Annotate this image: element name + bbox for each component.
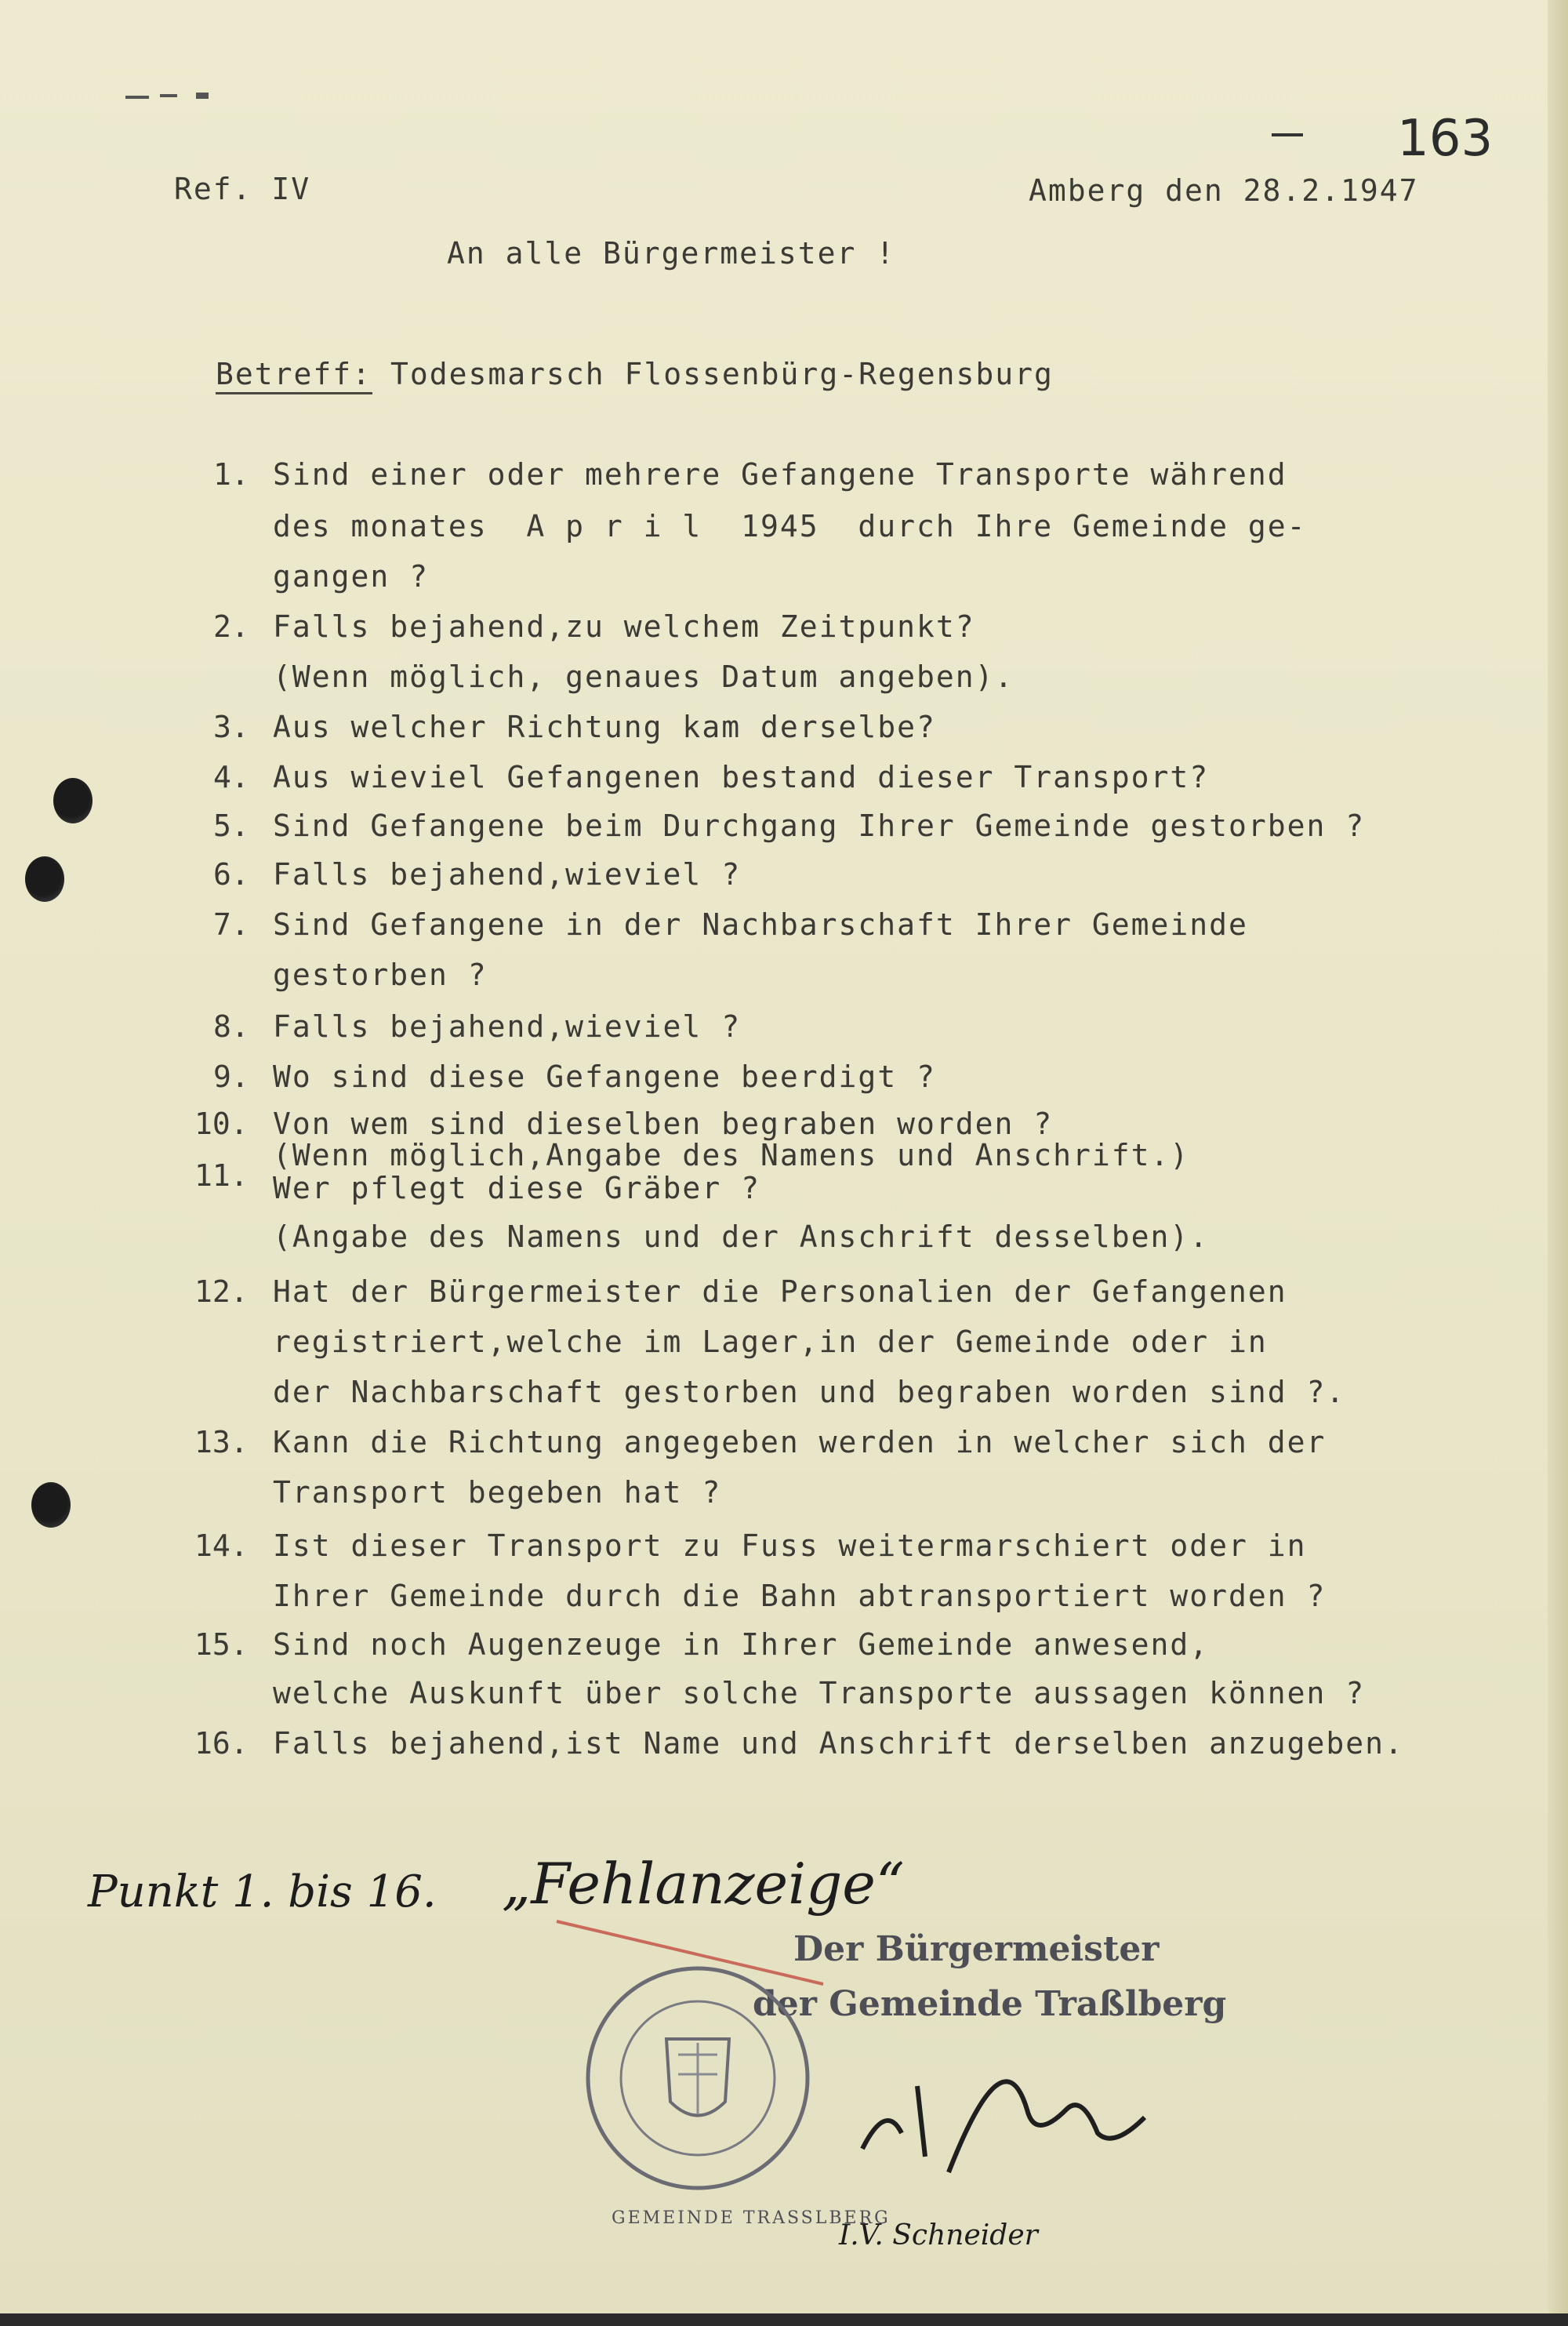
question-line: Aus welcher Richtung kam derselbe? [273,710,936,744]
question-line: (Angabe des Namens und der Anschrift desselben). [273,1219,1210,1254]
subject-underline [216,392,372,394]
question-line: registriert,welche im Lager,in der Gemeinde oder in [273,1325,1268,1359]
question-number: 4. [213,760,249,794]
question-line: (Wenn möglich,Angabe des Namens und Anschrift.) [273,1138,1190,1172]
place-date: Amberg den 28.2.1947 [1029,173,1419,208]
pencil-mark [125,93,220,104]
question-number: 16. [194,1726,249,1761]
scan-border [0,2313,1568,2326]
folio-mark [1272,133,1303,136]
question-line: Von wem sind dieselben begraben worden ? [273,1107,1054,1141]
question-number: 11. [194,1158,249,1193]
question-line: Hat der Bürgermeister die Personalien der Gefangenen [273,1274,1287,1309]
stamp-line-mayor: Der Bürgermeister [793,1929,1160,1969]
reference: Ref. IV [174,172,311,206]
punch-hole [25,856,64,902]
subject-text: Todesmarsch Flossenbürg-Regensburg [390,357,1054,391]
seal-text: GEMEINDE TRASSLBERG [612,2208,891,2228]
question-line: Sind einer oder mehrere Gefangene Transporte während [273,457,1287,492]
question-number: 7. [213,907,249,942]
question-number: 1. [213,457,249,492]
question-line: gangen ? [273,559,430,594]
question-line: Wo sind diese Gefangene beerdigt ? [273,1059,936,1094]
question-line: Wer pflegt diese Gräber ? [273,1171,760,1205]
question-number: 5. [213,809,249,843]
question-number: 12. [194,1274,249,1309]
signature-stroke [831,2015,1176,2204]
question-number: 2. [213,609,249,644]
question-number: 6. [213,857,249,892]
question-line: Falls bejahend,wieviel ? [273,857,742,892]
question-number: 15. [194,1627,249,1662]
question-line: Kann die Richtung angegeben werden in welcher sich der [273,1425,1327,1459]
question-line: Sind noch Augenzeuge in Ihrer Gemeinde anwesend, [273,1627,1210,1662]
question-line: Falls bejahend,wieviel ? [273,1009,742,1044]
question-line: gestorben ? [273,958,488,992]
punch-hole [31,1482,71,1528]
question-line: Ist dieser Transport zu Fuss weitermarschiert oder in [273,1528,1307,1563]
question-line: Sind Gefangene beim Durchgang Ihrer Gemeinde gestorben ? [273,809,1366,843]
question-line: Ihrer Gemeinde durch die Bahn abtransportiert worden ? [273,1579,1327,1613]
paper-edge [1548,0,1568,2326]
question-line: Transport begeben hat ? [273,1475,722,1510]
question-line: Falls bejahend,zu welchem Zeitpunkt? [273,609,975,644]
handwritten-reference: Punkt 1. bis 16. [88,1866,437,1917]
municipal-seal [580,1961,815,2196]
question-line: Aus wieviel Gefangenen bestand dieser Transport? [273,760,1210,794]
salutation: An alle Bürgermeister ! [447,236,896,271]
stamp-line-municipality: der Gemeinde Traßlberg [753,1984,1227,2024]
question-number: 10. [194,1107,249,1141]
question-line: Falls bejahend,ist Name und Anschrift derselben anzugeben. [273,1726,1404,1761]
handwritten-answer: „Fehlanzeige“ [502,1851,905,1917]
question-line: der Nachbarschaft gestorben und begraben worden sind ?. [273,1375,1346,1409]
question-number: 14. [194,1528,249,1563]
subject-label: Betreff: [216,357,372,391]
question-number: 9. [213,1059,249,1094]
question-line: welche Auskunft über solche Transporte aussagen können ? [273,1676,1366,1710]
folio-number: 163 [1397,110,1494,168]
question-line: des monates A p r i l 1945 durch Ihre Gemeinde ge- [273,509,1307,543]
signature: I.V. Schneider [839,2219,1038,2251]
question-number: 3. [213,710,249,744]
question-number: 13. [194,1425,249,1459]
question-line: (Wenn möglich, genaues Datum angeben). [273,660,1014,694]
question-number: 8. [213,1009,249,1044]
question-line: Sind Gefangene in der Nachbarschaft Ihrer Gemeinde [273,907,1248,942]
punch-hole [53,778,93,823]
